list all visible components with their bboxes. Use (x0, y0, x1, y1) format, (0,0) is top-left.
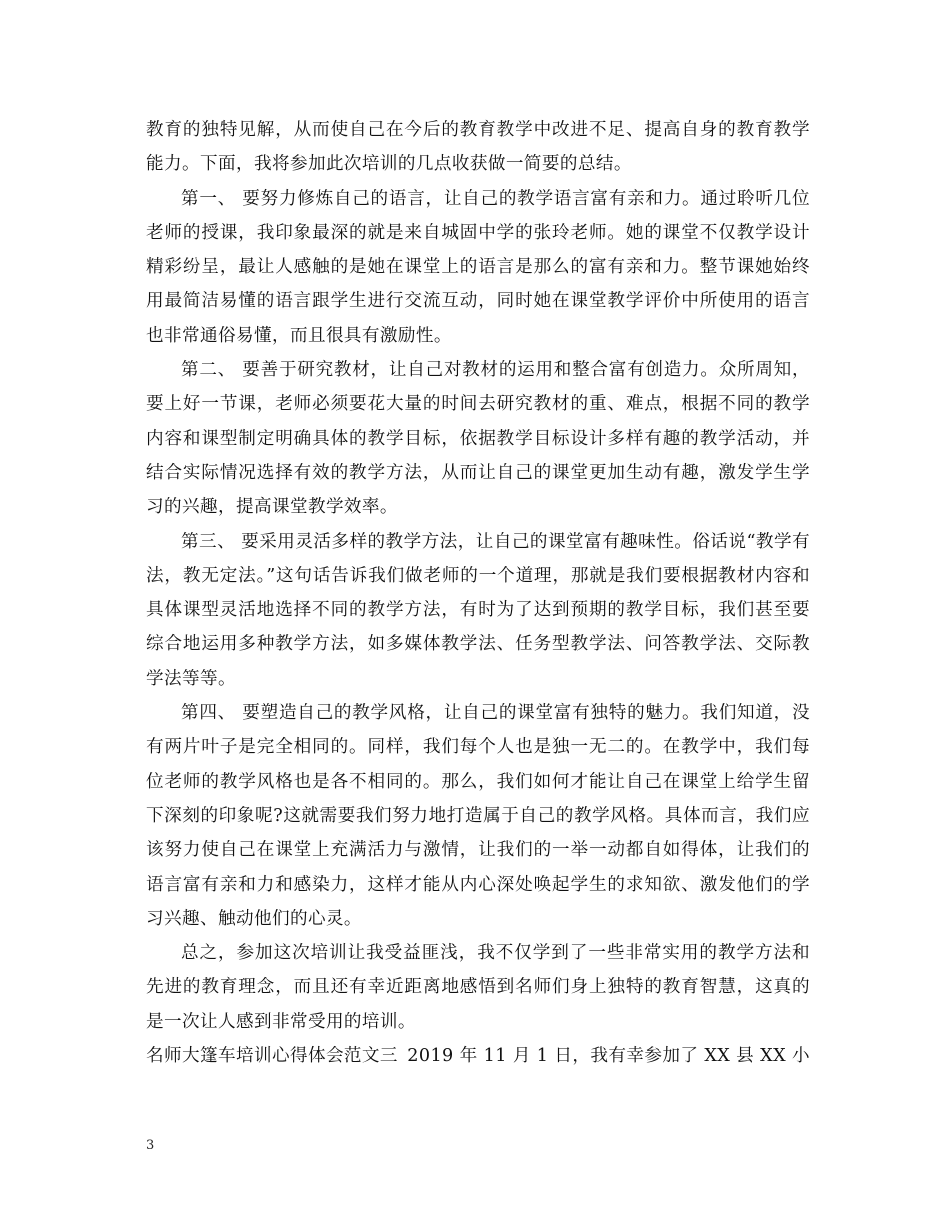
next-article-heading: 名师大篷车培训心得体会范文三 (146, 1046, 398, 1067)
page-number: 3 (146, 1138, 155, 1153)
paragraph-first-point: 第一、 要努力修炼自己的语言，让自己的教学语言富有亲和力。通过聆听几位老师的授课，我印象最深的就是来自城固中学的张玲老师。她的课堂不仅教学设计精彩纷呈，最让人感触的是她在课堂上的语言是那么的富有亲和力。整节课她始终用最简洁易懂的语言跟学生进行交流互动，同时她在课堂教学评价中所使用的语言也非常通俗易懂，而且很具有激励性。 (146, 188, 810, 346)
paragraph-continuation: 教育的独特见解，从而使自己在今后的教育教学中改进不足、提高自身的教育教学能力。下面，我将参加此次培训的几点收获做一简要的总结。 (146, 120, 810, 175)
paragraph-third-point: 第三、 要采用灵活多样的教学方法，让自己的课堂富有趣味性。俗话说“教学有法，教无定法。”这句话告诉我们做老师的一个道理，那就是我们要根据教材内容和具体课型灵活地选择不同的教学方法，有时为了达到预期的教学目标，我们甚至要综合地运用多种教学方法，如多媒体教学法、任务型教学法、问答教学法、交际教学法等等。 (146, 531, 810, 689)
next-article-opening: 2019 年 11 月 1 日，我有幸参加了 XX 县 XX 小 (407, 1046, 810, 1067)
paragraph-second-point: 第二、 要善于研究教材，让自己对教材的运用和整合富有创造力。众所周知，要上好一节课，老师必须要花大量的时间去研究教材的重、难点，根据不同的教学内容和课型制定明确具体的教学目标，依据教学目标设计多样有趣的教学活动，并结合实际情况选择有效的教学方法，从而让自己的课堂更加生动有趣，激发学生学习的兴趣，提高课堂教学效率。 (146, 360, 810, 518)
paragraph-conclusion: 总之，参加这次培训让我受益匪浅，我不仅学到了一些非常实用的教学方法和先进的教育理念，而且还有幸近距离地感悟到名师们身上独特的教育智慧，这真的是一次让人感到非常受用的培训。 (146, 943, 810, 1032)
document-body (146, 113, 810, 1073)
next-article-line (146, 1039, 810, 1073)
paragraph-fourth-point: 第四、 要塑造自己的教学风格，让自己的课堂富有独特的魅力。我们知道，没有两片叶子是完全相同的。同样，我们每个人也是独一无二的。在教学中，我们每位老师的教学风格也是各不相同的。那么，我们如何才能让自己在课堂上给学生留下深刻的印象呢?这就需要我们努力地打造属于自己的教学风格。具体而言，我们应该努力使自己在课堂上充满活力与激情，让我们的一举一动都自如得体，让我们的语言富有亲和力和感染力，这样才能从内心深处唤起学生的求知欲、激发他们的学习兴趣、触动他们的心灵。 (146, 703, 810, 929)
